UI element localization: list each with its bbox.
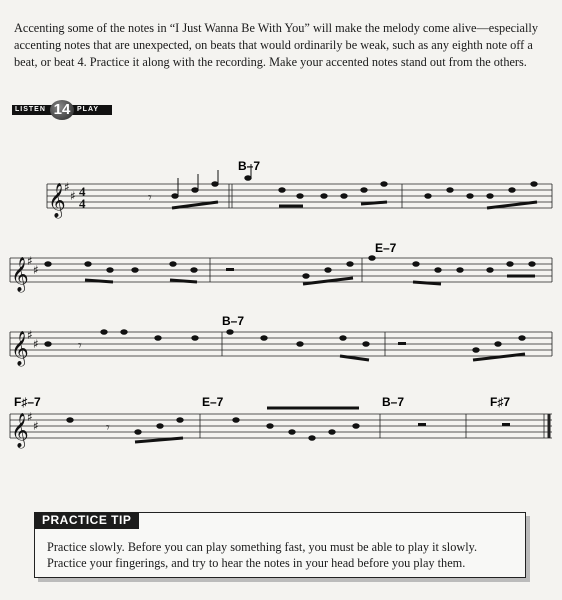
svg-text:♯: ♯ (70, 189, 76, 203)
svg-text:♯: ♯ (33, 337, 39, 351)
track-number: 14 (50, 100, 74, 120)
svg-text:♯: ♯ (27, 410, 33, 424)
listen-play-badge (12, 100, 112, 120)
intro-paragraph: Accenting some of the notes in “I Just Wanna Be With You” will make the melody come alive—especially accenting notes that are unexpected, on beats that would ordinarily be weak, such as any eighth note off a beat, or beat 4. Practice it along with the recording. Make your accented notes stand out from the others. (14, 21, 538, 69)
svg-text:♯: ♯ (27, 328, 33, 342)
svg-text:♯: ♯ (33, 419, 39, 433)
notes (45, 164, 537, 442)
staff-3 (10, 332, 552, 356)
chord-b-minor7-2: B–7 (222, 314, 245, 328)
staff-4 (10, 414, 552, 438)
listen-label: LISTEN (12, 105, 52, 115)
svg-text:♯: ♯ (64, 180, 70, 194)
practice-tip-text: Practice slowly. Before you can play something fast, you must be able to play it slowly. Practice your fingerings, and try to hear the notes in your head before you play them. (47, 540, 478, 570)
svg-text:4: 4 (79, 196, 86, 211)
svg-text:𝄾: 𝄾 (106, 421, 110, 436)
svg-text:𝄞: 𝄞 (11, 257, 29, 292)
svg-text:𝄞: 𝄞 (48, 183, 66, 218)
practice-tip-header: PRACTICE TIP (34, 512, 139, 529)
chord-f-sharp-minor7: F♯–7 (14, 395, 41, 409)
chord-b-minor7-3: B–7 (382, 395, 405, 409)
practice-tip-box (34, 512, 526, 578)
svg-text:𝄞: 𝄞 (11, 413, 29, 448)
staff-2 (10, 258, 552, 282)
sheet-music (0, 150, 562, 460)
svg-text:4: 4 (79, 184, 86, 199)
chord-b-minor7-1: B–7 (238, 159, 261, 173)
svg-text:♯: ♯ (27, 254, 33, 268)
play-label: PLAY (72, 105, 112, 115)
svg-text:𝄞: 𝄞 (11, 331, 29, 366)
svg-text:𝄾: 𝄾 (148, 191, 152, 206)
chord-f-sharp-7: F♯7 (490, 395, 511, 409)
chord-e-minor7-1: E–7 (375, 241, 397, 255)
svg-text:♯: ♯ (33, 263, 39, 277)
svg-text:𝄾: 𝄾 (78, 339, 82, 354)
chord-e-minor7-2: E–7 (202, 395, 224, 409)
